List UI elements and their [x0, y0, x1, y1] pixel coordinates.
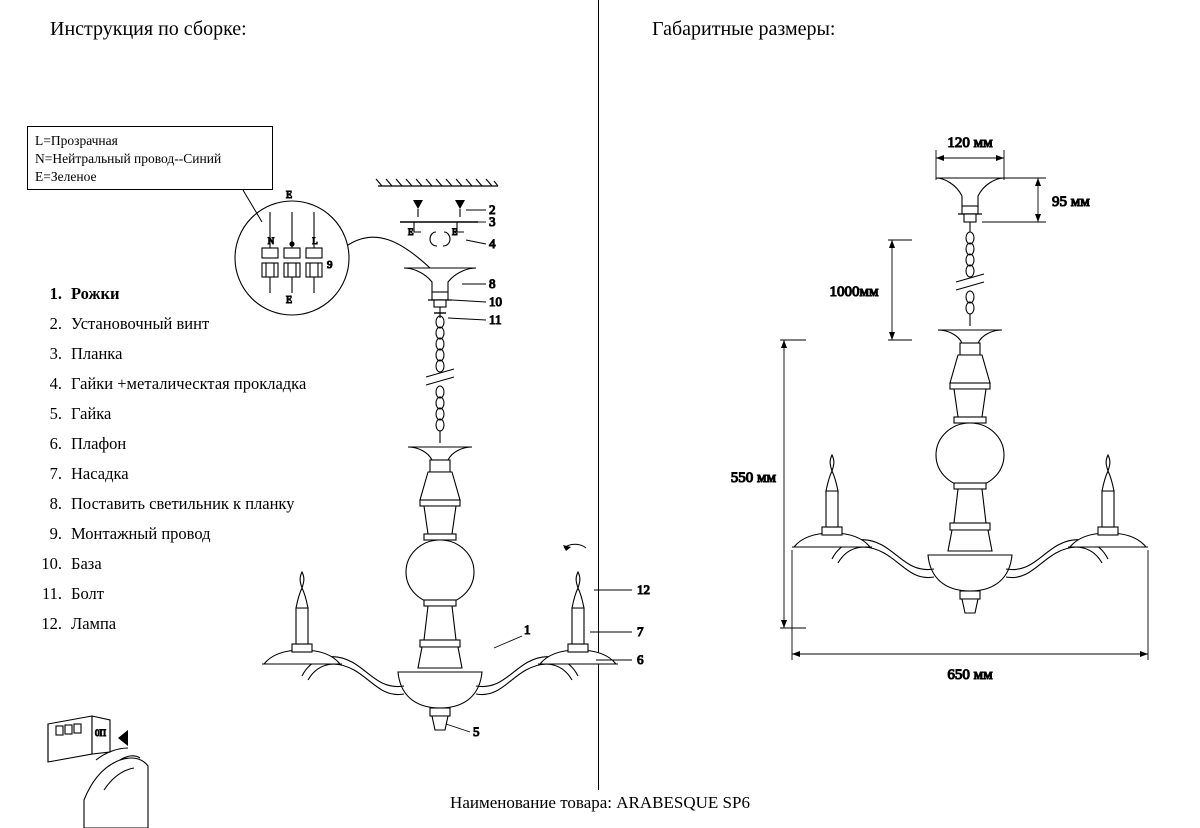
- rotation-arrow: [563, 544, 586, 551]
- part-label: Плафон: [71, 434, 127, 453]
- callout-12: 12: [637, 582, 650, 597]
- dim-body: [928, 330, 1012, 613]
- dim-canopy-height: [982, 178, 1046, 222]
- legend-line-l: L=Прозрачная: [35, 133, 118, 148]
- part-label: Установочный винт: [71, 314, 210, 333]
- terminal-label-n: N: [267, 236, 275, 246]
- dim-label-1000: 1000мм: [829, 284, 879, 300]
- part-number: 10.: [41, 554, 62, 573]
- callout-10: 10: [489, 294, 502, 309]
- terminal-label-l: L: [312, 236, 318, 246]
- part-label: Гайки +металическтая прокладка: [71, 374, 307, 393]
- dim-chain-length: [888, 240, 912, 340]
- column-body: [406, 472, 474, 668]
- dim-label-95: 95 мм: [1052, 194, 1090, 210]
- dim-label-550: 550 мм: [730, 470, 776, 486]
- part-number: 4.: [49, 374, 62, 393]
- plate-label-e-right: E: [452, 227, 458, 237]
- callout-8: 8: [489, 276, 496, 291]
- dim-arm-right: [1006, 455, 1148, 578]
- part-number: 12.: [41, 614, 62, 633]
- product-caption: Наименование товара: ARABESQUE SP6: [450, 793, 750, 812]
- nuts-washers: [430, 232, 450, 246]
- dim-canopy: [936, 178, 1004, 232]
- plate-label-e-left: E: [408, 227, 414, 237]
- mounting-screws: [413, 200, 465, 217]
- arm-left: [262, 572, 404, 695]
- part-label: Насадка: [71, 464, 129, 483]
- bottom-bowl: [398, 672, 482, 730]
- dim-chain: [956, 232, 984, 326]
- callout-5: 5: [473, 724, 480, 739]
- part-number: 5.: [49, 404, 62, 423]
- part-label: Планка: [71, 344, 123, 363]
- ceiling-hatching: [376, 179, 498, 186]
- callout-4: 4: [489, 236, 496, 251]
- terminal-label-top: E: [285, 190, 293, 201]
- part-number: 1.: [49, 284, 62, 303]
- legend-line-n: N=Нейтральный провод--Синий: [35, 151, 222, 166]
- part-label: Болт: [71, 584, 104, 603]
- part-number: 8.: [49, 494, 62, 513]
- callout-7: 7: [637, 624, 644, 639]
- switch-note: 0П: [95, 728, 106, 738]
- terminal-label-bottom: E: [285, 295, 293, 306]
- left-section-title: Инструкция по сборке:: [50, 18, 247, 40]
- callout-leaders: [446, 210, 632, 732]
- part-label: Поставить светильник к планку: [71, 494, 295, 513]
- upper-cup: [408, 447, 472, 472]
- dim-body-height: [780, 340, 806, 628]
- legend-line-e: E=Зеленое: [35, 169, 97, 184]
- callout-2: 2: [489, 202, 496, 217]
- part-label: Гайка: [71, 404, 112, 423]
- part-number: 2.: [49, 314, 62, 333]
- dim-label-650: 650 мм: [947, 667, 993, 683]
- dim-label-120: 120 мм: [947, 135, 993, 151]
- dim-top-width: [936, 150, 1004, 180]
- part-label: Рожки: [71, 284, 120, 303]
- right-section-title: Габаритные размеры:: [652, 18, 836, 40]
- part-label: База: [71, 554, 102, 573]
- part-number: 6.: [49, 434, 62, 453]
- suspension-chain: [426, 316, 454, 443]
- part-number: 3.: [49, 344, 62, 363]
- callout-3: 3: [489, 214, 496, 229]
- callout-11: 11: [489, 312, 502, 327]
- part-number: 9.: [49, 524, 62, 543]
- canopy-base: [404, 268, 476, 318]
- callout-1: 1: [524, 622, 531, 637]
- part-label: Лампа: [71, 614, 117, 633]
- wire-number-9: 9: [327, 259, 333, 271]
- part-number: 11.: [41, 584, 62, 603]
- part-number: 7.: [49, 464, 62, 483]
- dim-arm-left: [792, 455, 934, 578]
- part-label: Монтажный провод: [71, 524, 211, 543]
- callout-6: 6: [637, 652, 644, 667]
